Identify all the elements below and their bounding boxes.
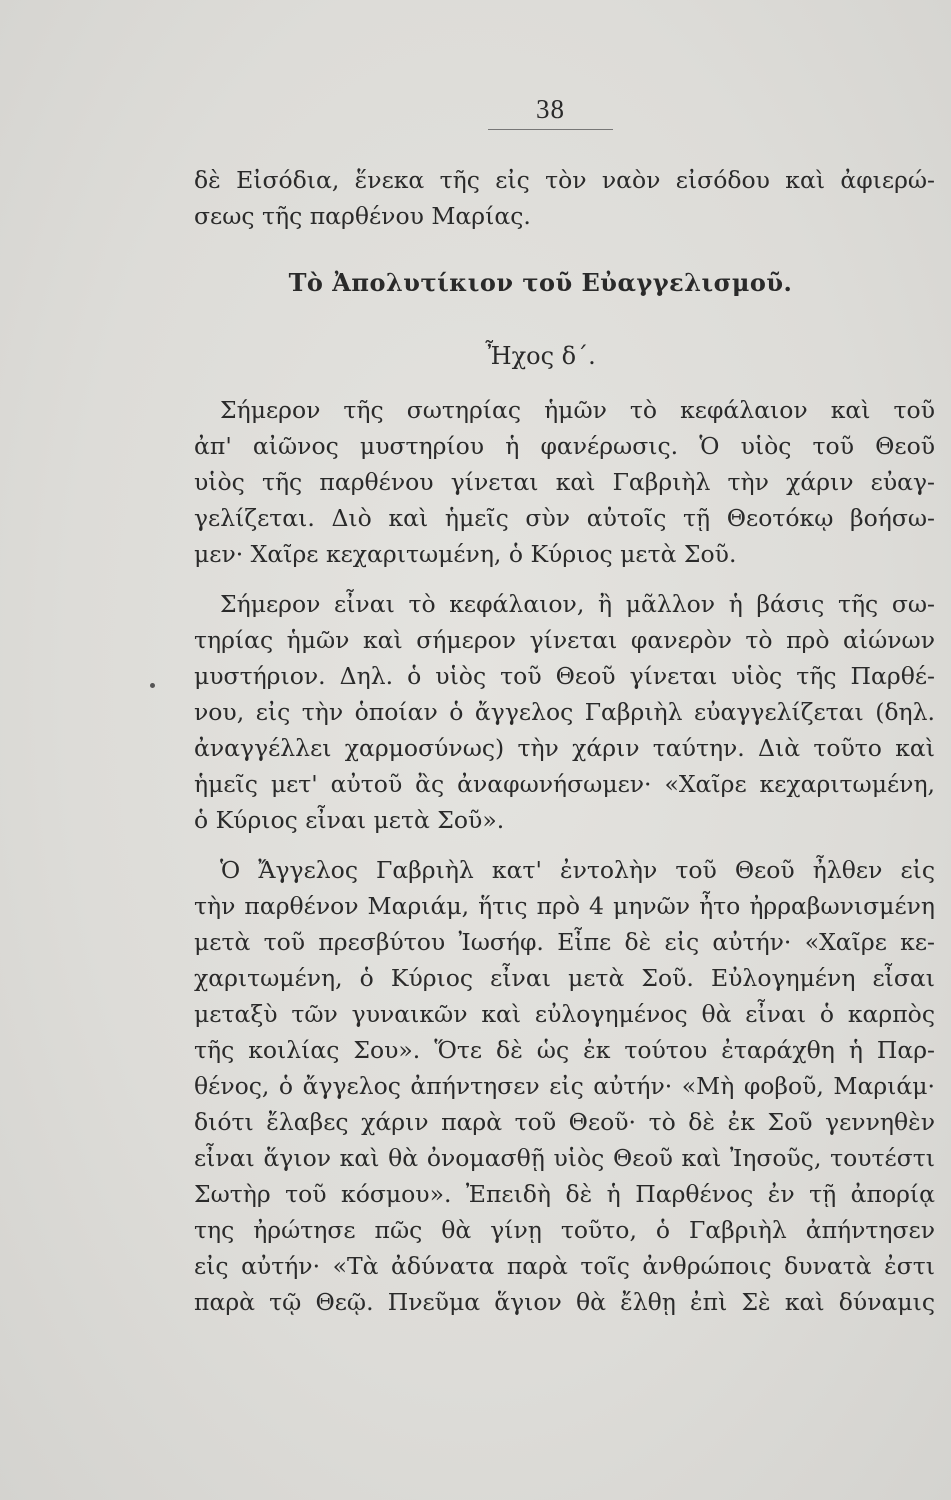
para1-line-4: νου, εἰς τὴν ὁποίαν ὁ ἄγγελος Γαβριὴλ εὐαγγελίζεται (δηλ. xyxy=(194,698,935,726)
section-heading: Τὸ Ἀπολυτίκιον τοῦ Εὐαγγελισμοῦ. xyxy=(288,268,793,297)
margin-mark xyxy=(150,683,155,688)
hymn-line-2: ἀπ' αἰῶνος μυστηρίου ἡ φανέρωσις. Ὁ υἱὸς τοῦ Θεοῦ xyxy=(194,432,935,460)
para2-line-3: μετὰ τοῦ πρεσβύτου Ἰωσήφ. Εἶπε δὲ εἰς αὐτήν· «Χαῖρε κε- xyxy=(194,928,935,956)
para1-line-7: ὁ Κύριος εἶναι μετὰ Σοῦ». xyxy=(194,806,505,834)
para2-line-11: της ἠρώτησε πῶς θὰ γίνῃ τοῦτο, ὁ Γαβριὴλ ἀπήντησεν xyxy=(194,1216,935,1244)
para1-line-3: μυστήριον. Δηλ. ὁ υἱὸς τοῦ Θεοῦ γίνεται υἱὸς τῆς Παρθέ- xyxy=(194,662,935,690)
page-number-rule xyxy=(488,129,613,130)
page-number: 38 xyxy=(536,94,565,124)
para2-line-1: Ὁ Ἄγγελος Γαβριὴλ κατ' ἐντολὴν τοῦ Θεοῦ ἦλθεν εἰς xyxy=(220,856,935,884)
intro-line-1: δὲ Εἰσόδια, ἕνεκα τῆς εἰς τὸν ναὸν εἰσόδου καὶ ἀφιερώ- xyxy=(194,166,935,194)
para1-line-2: τηρίας ἡμῶν καὶ σήμερον γίνεται φανερὸν τὸ πρὸ αἰώνων xyxy=(194,626,935,654)
para1-line-5: ἀναγγέλλει χαρμοσύνως) τὴν χάριν ταύτην. Διὰ τοῦτο καὶ xyxy=(194,734,935,762)
para1-line-6: ἡμεῖς μετ' αὐτοῦ ἂς ἀναφωνήσωμεν· «Χαῖρε κεχαριτωμένη, xyxy=(194,770,935,798)
section-subheading: Ἦχος δ΄. xyxy=(485,342,596,370)
para2-line-2: τὴν παρθένον Μαριάμ, ἥτις πρὸ 4 μηνῶν ἦτο ἠρραβωνισμένη xyxy=(194,892,935,920)
para2-line-10: Σωτὴρ τοῦ κόσμου». Ἐπειδὴ δὲ ἡ Παρθένος ἐν τῇ ἀπορίᾳ xyxy=(194,1180,935,1208)
intro-line-2: σεως τῆς παρθένου Μαρίας. xyxy=(194,202,531,230)
hymn-line-1: Σήμερον τῆς σωτηρίας ἡμῶν τὸ κεφάλαιον καὶ τοῦ xyxy=(220,396,935,424)
para2-line-13: παρὰ τῷ Θεῷ. Πνεῦμα ἅγιον θὰ ἔλθῃ ἐπὶ Σὲ καὶ δύναμις xyxy=(194,1288,935,1316)
para2-line-6: τῆς κοιλίας Σου». Ὅτε δὲ ὡς ἐκ τούτου ἐταράχθη ἡ Παρ- xyxy=(194,1036,935,1064)
para2-line-4: χαριτωμένη, ὁ Κύριος εἶναι μετὰ Σοῦ. Εὐλογημένη εἶσαι xyxy=(194,964,935,992)
para2-line-8: διότι ἔλαβες χάριν παρὰ τοῦ Θεοῦ· τὸ δὲ ἐκ Σοῦ γεννηθὲν xyxy=(194,1108,935,1136)
para2-line-12: εἰς αὐτήν· «Τὰ ἀδύνατα παρὰ τοῖς ἀνθρώποις δυνατὰ ἐστι xyxy=(194,1252,935,1280)
para2-line-9: εἶναι ἅγιον καὶ θὰ ὀνομασθῇ υἱὸς Θεοῦ καὶ Ἰησοῦς, τουτέστι xyxy=(194,1144,935,1172)
para1-line-1: Σήμερον εἶναι τὸ κεφάλαιον, ἢ μᾶλλον ἡ βάσις τῆς σω- xyxy=(220,590,935,618)
hymn-line-5: μεν· Χαῖρε κεχαριτωμένη, ὁ Κύριος μετὰ Σοῦ. xyxy=(194,540,737,568)
hymn-line-4: γελίζεται. Διὸ καὶ ἡμεῖς σὺν αὐτοῖς τῇ Θεοτόκῳ βοήσω- xyxy=(194,504,935,532)
para2-line-5: μεταξὺ τῶν γυναικῶν καὶ εὐλογημένος θὰ εἶναι ὁ καρπὸς xyxy=(194,1000,935,1028)
hymn-line-3: υἱὸς τῆς παρθένου γίνεται καὶ Γαβριὴλ τὴν χάριν εὐαγ- xyxy=(194,468,935,496)
para2-line-7: θένος, ὁ ἄγγελος ἀπήντησεν εἰς αὐτήν· «Μὴ φοβοῦ, Μαριάμ· xyxy=(194,1072,935,1100)
